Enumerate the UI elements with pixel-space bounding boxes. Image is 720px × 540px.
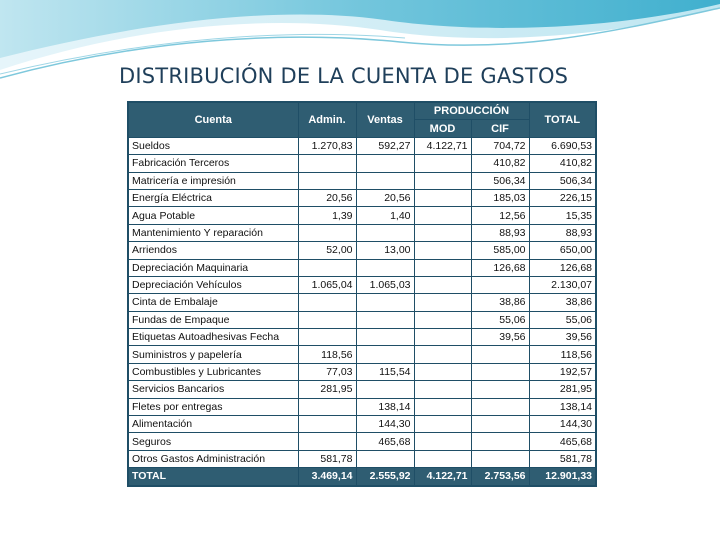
- cell-ventas: [356, 155, 414, 172]
- totals-row: [128, 468, 596, 486]
- cell-ventas: 13,00: [356, 242, 414, 259]
- cell-ventas: [356, 450, 414, 467]
- cell-admin: 3.469,14: [298, 468, 356, 486]
- cell-cuenta: Combustibles y Lubricantes: [128, 363, 298, 380]
- cell-cuenta: Arriendos: [128, 242, 298, 259]
- cell-admin: [298, 329, 356, 346]
- cell-total: 12.901,33: [529, 468, 596, 486]
- cell-admin: [298, 294, 356, 311]
- cell-cif: [471, 433, 529, 450]
- cell-admin: 581,78: [298, 450, 356, 467]
- table-row: [128, 363, 596, 380]
- cell-cif: [471, 346, 529, 363]
- cell-mod: [414, 329, 471, 346]
- cell-cif: [471, 416, 529, 433]
- table-row: [128, 416, 596, 433]
- cell-total: 226,15: [529, 189, 596, 206]
- table-row: [128, 189, 596, 206]
- cell-cif: 39,56: [471, 329, 529, 346]
- cell-admin: [298, 433, 356, 450]
- cell-ventas: 2.555,92: [356, 468, 414, 486]
- cell-mod: 4.122,71: [414, 137, 471, 154]
- cell-ventas: [356, 294, 414, 311]
- cell-cuenta: TOTAL: [128, 468, 298, 486]
- cell-cif: 88,93: [471, 224, 529, 241]
- cell-ventas: 144,30: [356, 416, 414, 433]
- table-row: [128, 259, 596, 276]
- cell-total: 192,57: [529, 363, 596, 380]
- table-row: [128, 433, 596, 450]
- header-mod: MOD: [414, 120, 471, 137]
- table-row: [128, 242, 596, 259]
- cell-mod: [414, 433, 471, 450]
- cell-total: 118,56: [529, 346, 596, 363]
- cell-cif: 2.753,56: [471, 468, 529, 486]
- cell-cif: 410,82: [471, 155, 529, 172]
- cell-total: 281,95: [529, 381, 596, 398]
- cell-admin: 52,00: [298, 242, 356, 259]
- table-row: [128, 346, 596, 363]
- cell-mod: [414, 346, 471, 363]
- cell-admin: 1,39: [298, 207, 356, 224]
- cell-cuenta: Depreciación Maquinaria: [128, 259, 298, 276]
- table-row: [128, 450, 596, 467]
- cell-cuenta: Sueldos: [128, 137, 298, 154]
- cell-mod: [414, 189, 471, 206]
- cell-total: 465,68: [529, 433, 596, 450]
- cell-ventas: 465,68: [356, 433, 414, 450]
- cell-admin: 281,95: [298, 381, 356, 398]
- cell-total: 581,78: [529, 450, 596, 467]
- cell-cuenta: Suministros y papelería: [128, 346, 298, 363]
- cell-mod: [414, 450, 471, 467]
- table-row: [128, 155, 596, 172]
- cell-ventas: [356, 311, 414, 328]
- cell-cuenta: Servicios Bancarios: [128, 381, 298, 398]
- cell-cif: [471, 381, 529, 398]
- cell-mod: [414, 276, 471, 293]
- cell-cif: 126,68: [471, 259, 529, 276]
- cell-total: 15,35: [529, 207, 596, 224]
- header-total: TOTAL: [529, 102, 596, 137]
- cell-mod: [414, 155, 471, 172]
- cell-cuenta: Fletes por entregas: [128, 398, 298, 415]
- cell-admin: 1.065,04: [298, 276, 356, 293]
- cell-total: 126,68: [529, 259, 596, 276]
- cell-ventas: [356, 329, 414, 346]
- cell-cif: [471, 276, 529, 293]
- cell-cif: [471, 398, 529, 415]
- cell-cif: 585,00: [471, 242, 529, 259]
- cell-total: 144,30: [529, 416, 596, 433]
- cell-total: 138,14: [529, 398, 596, 415]
- table-row: [128, 224, 596, 241]
- cell-total: 2.130,07: [529, 276, 596, 293]
- cell-ventas: 1,40: [356, 207, 414, 224]
- cell-cif: 704,72: [471, 137, 529, 154]
- cell-ventas: [356, 381, 414, 398]
- cell-mod: [414, 294, 471, 311]
- cell-ventas: [356, 224, 414, 241]
- cell-total: 88,93: [529, 224, 596, 241]
- cell-total: 410,82: [529, 155, 596, 172]
- cell-mod: [414, 207, 471, 224]
- cell-ventas: 20,56: [356, 189, 414, 206]
- table-row: [128, 329, 596, 346]
- header-cif: CIF: [471, 120, 529, 137]
- cell-cif: 185,03: [471, 189, 529, 206]
- cell-total: 38,86: [529, 294, 596, 311]
- table-row: [128, 137, 596, 154]
- cell-mod: 4.122,71: [414, 468, 471, 486]
- table-row: [128, 381, 596, 398]
- cell-admin: [298, 311, 356, 328]
- table-body: [128, 137, 596, 485]
- cell-ventas: [356, 346, 414, 363]
- table-row: [128, 207, 596, 224]
- cell-admin: [298, 259, 356, 276]
- cell-mod: [414, 381, 471, 398]
- cell-admin: [298, 155, 356, 172]
- cell-cuenta: Matricería e impresión: [128, 172, 298, 189]
- header-ventas: Ventas: [356, 102, 414, 137]
- cell-admin: 20,56: [298, 189, 356, 206]
- cell-cuenta: Cinta de Embalaje: [128, 294, 298, 311]
- cell-total: 6.690,53: [529, 137, 596, 154]
- expense-distribution-table: [127, 101, 597, 487]
- cell-mod: [414, 172, 471, 189]
- cell-cif: [471, 450, 529, 467]
- cell-cuenta: Fabricación Terceros: [128, 155, 298, 172]
- cell-mod: [414, 363, 471, 380]
- cell-mod: [414, 242, 471, 259]
- cell-ventas: 1.065,03: [356, 276, 414, 293]
- cell-ventas: 592,27: [356, 137, 414, 154]
- header-cuenta: Cuenta: [128, 102, 298, 137]
- table-row: [128, 311, 596, 328]
- cell-mod: [414, 224, 471, 241]
- cell-cif: 12,56: [471, 207, 529, 224]
- cell-cuenta: Alimentación: [128, 416, 298, 433]
- cell-ventas: [356, 259, 414, 276]
- cell-cif: 38,86: [471, 294, 529, 311]
- cell-admin: 118,56: [298, 346, 356, 363]
- cell-mod: [414, 259, 471, 276]
- cell-ventas: 115,54: [356, 363, 414, 380]
- table-row: [128, 398, 596, 415]
- cell-cuenta: Agua Potable: [128, 207, 298, 224]
- cell-total: 55,06: [529, 311, 596, 328]
- cell-admin: 1.270,83: [298, 137, 356, 154]
- cell-cuenta: Mantenimiento Y reparación: [128, 224, 298, 241]
- page-title: DISTRIBUCIÓN DE LA CUENTA DE GASTOS: [119, 64, 569, 88]
- table-row: [128, 172, 596, 189]
- cell-mod: [414, 398, 471, 415]
- header-produccion: PRODUCCIÓN: [414, 102, 529, 120]
- cell-cuenta: Depreciación Vehículos: [128, 276, 298, 293]
- cell-cuenta: Energía Eléctrica: [128, 189, 298, 206]
- cell-cif: 506,34: [471, 172, 529, 189]
- cell-total: 39,56: [529, 329, 596, 346]
- cell-mod: [414, 416, 471, 433]
- cell-cuenta: Etiquetas Autoadhesivas Fecha: [128, 329, 298, 346]
- table-row: [128, 276, 596, 293]
- cell-cif: 55,06: [471, 311, 529, 328]
- cell-total: 506,34: [529, 172, 596, 189]
- cell-admin: [298, 416, 356, 433]
- header-admin: Admin.: [298, 102, 356, 137]
- cell-cif: [471, 363, 529, 380]
- table-row: [128, 294, 596, 311]
- cell-total: 650,00: [529, 242, 596, 259]
- cell-admin: [298, 398, 356, 415]
- cell-cuenta: Otros Gastos Administración: [128, 450, 298, 467]
- cell-ventas: 138,14: [356, 398, 414, 415]
- cell-cuenta: Seguros: [128, 433, 298, 450]
- cell-admin: 77,03: [298, 363, 356, 380]
- cell-ventas: [356, 172, 414, 189]
- cell-admin: [298, 172, 356, 189]
- cell-cuenta: Fundas de Empaque: [128, 311, 298, 328]
- cell-admin: [298, 224, 356, 241]
- cell-mod: [414, 311, 471, 328]
